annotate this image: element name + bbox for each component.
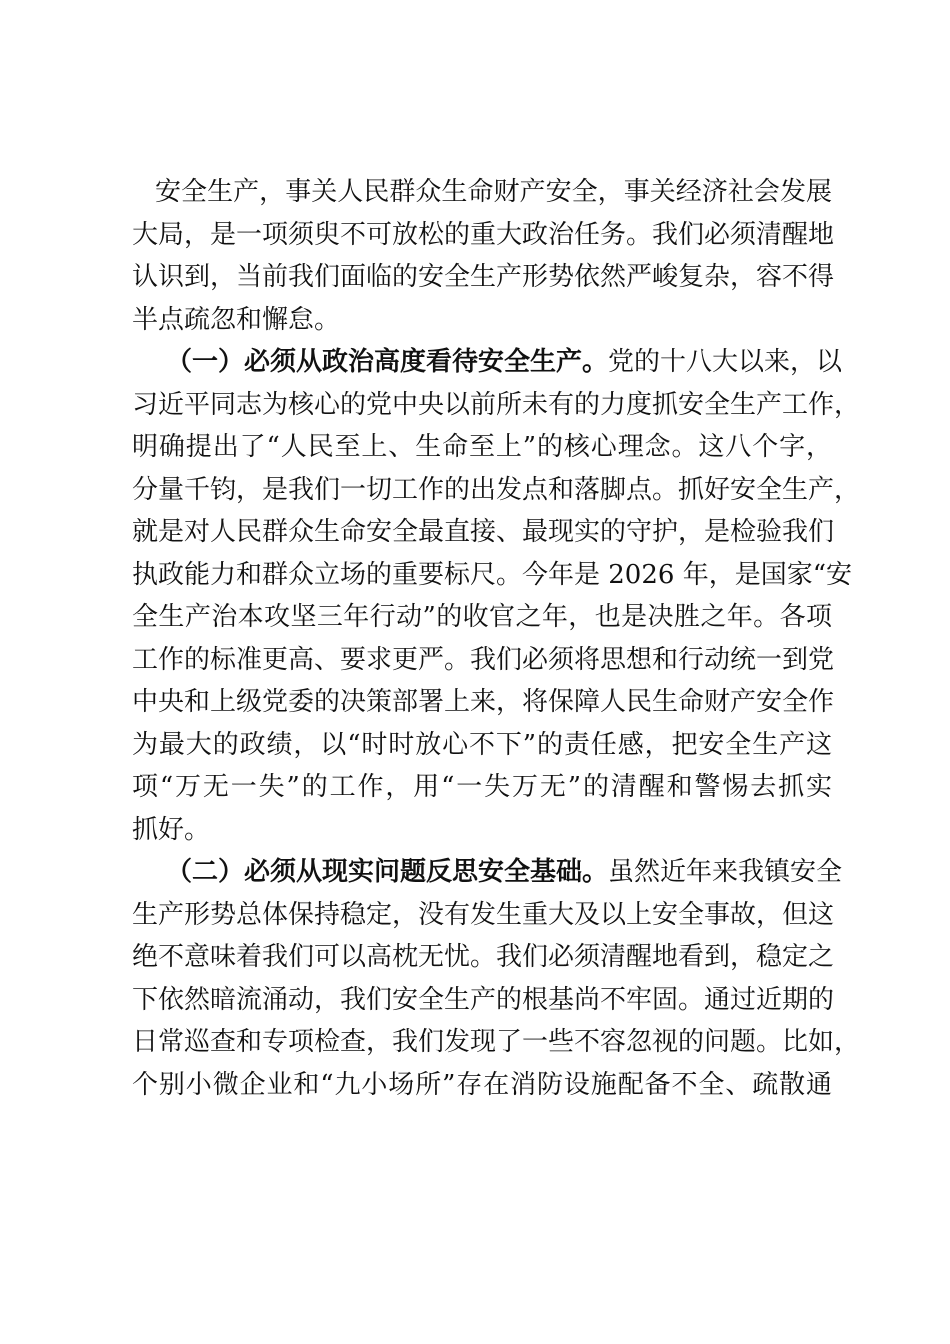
paragraph-1-line-4: 半点疏忽和懈怠。 (132, 304, 341, 335)
paragraph-2-line-3: 明确提出了“人民至上、生命至上”的核心理念。这八个字， (132, 432, 832, 462)
paragraph-1-line-3: 认识到，当前我们面临的安全生产形势依然严峻复杂，容不得 (132, 262, 835, 292)
paragraph-2-line-12: 抓好。 (132, 814, 211, 845)
paragraph-3-line-2: 生产形势总体保持稳定，没有发生重大及以上安全事故，但这 (132, 899, 835, 930)
paragraph-3-line-6: 个别小微企业和“九小场所”存在消防设施配备不全、疏散通 (132, 1069, 832, 1100)
section-heading-1: （一）必须从政治高度看待安全生产。 (166, 347, 609, 377)
paragraph-2-line-10: 为最大的政绩，以“时时放心不下”的责任感，把安全生产这 (132, 729, 832, 760)
paragraph-2-line-7: 全生产治本攻坚三年行动”的收官之年，也是决胜之年。各项 (132, 602, 832, 632)
paragraph-2-line-11: 项“万无一失”的工作，用“一失万无”的清醒和警惕去抓实 (132, 772, 832, 802)
paragraph-2-line-8: 工作的标准更高、要求更严。我们必须将思想和行动统一到党 (132, 644, 835, 675)
paragraph-2-line-6: 执政能力和群众立场的重要标尺。今年是 2026 年，是国家“安 (132, 559, 852, 590)
paragraph-3-line-1-rest: 虽然近年来我镇安全 (608, 857, 843, 887)
paragraph-1-line-1: 安全生产，事关人民群众生命财产安全，事关经济社会发展 (155, 177, 832, 207)
paragraph-2-line-1 (132, 341, 843, 384)
paragraph-2-line-9: 中央和上级党委的决策部署上来，将保障人民生命财产安全作 (132, 687, 835, 717)
paragraph-3-line-4: 下依然暗流涌动，我们安全生产的根基尚不牢固。通过近期的 (132, 984, 835, 1015)
paragraph-2-line-1-rest: 党的十八大以来，以 (608, 347, 843, 377)
paragraph-3-line-5: 日常巡查和专项检查，我们发现了一些不容忽视的问题。比如， (132, 1027, 861, 1057)
paragraph-2-line-2: 习近平同志为核心的党中央以前所未有的力度抓安全生产工作， (132, 389, 861, 420)
paragraph-2-line-4: 分量千钧，是我们一切工作的出发点和落脚点。抓好安全生产， (132, 474, 861, 505)
paragraph-1-line-2: 大局，是一项须臾不可放松的重大政治任务。我们必须清醒地 (132, 219, 835, 250)
paragraph-2-line-5: 就是对人民群众生命安全最直接、最现实的守护，是检验我们 (132, 517, 835, 547)
section-heading-2: （二）必须从现实问题反思安全基础。 (166, 857, 609, 887)
document-body (132, 171, 861, 1106)
paragraph-3-line-1 (132, 851, 843, 894)
paragraph-3-line-3: 绝不意味着我们可以高枕无忧。我们必须清醒地看到，稳定之 (132, 942, 835, 972)
